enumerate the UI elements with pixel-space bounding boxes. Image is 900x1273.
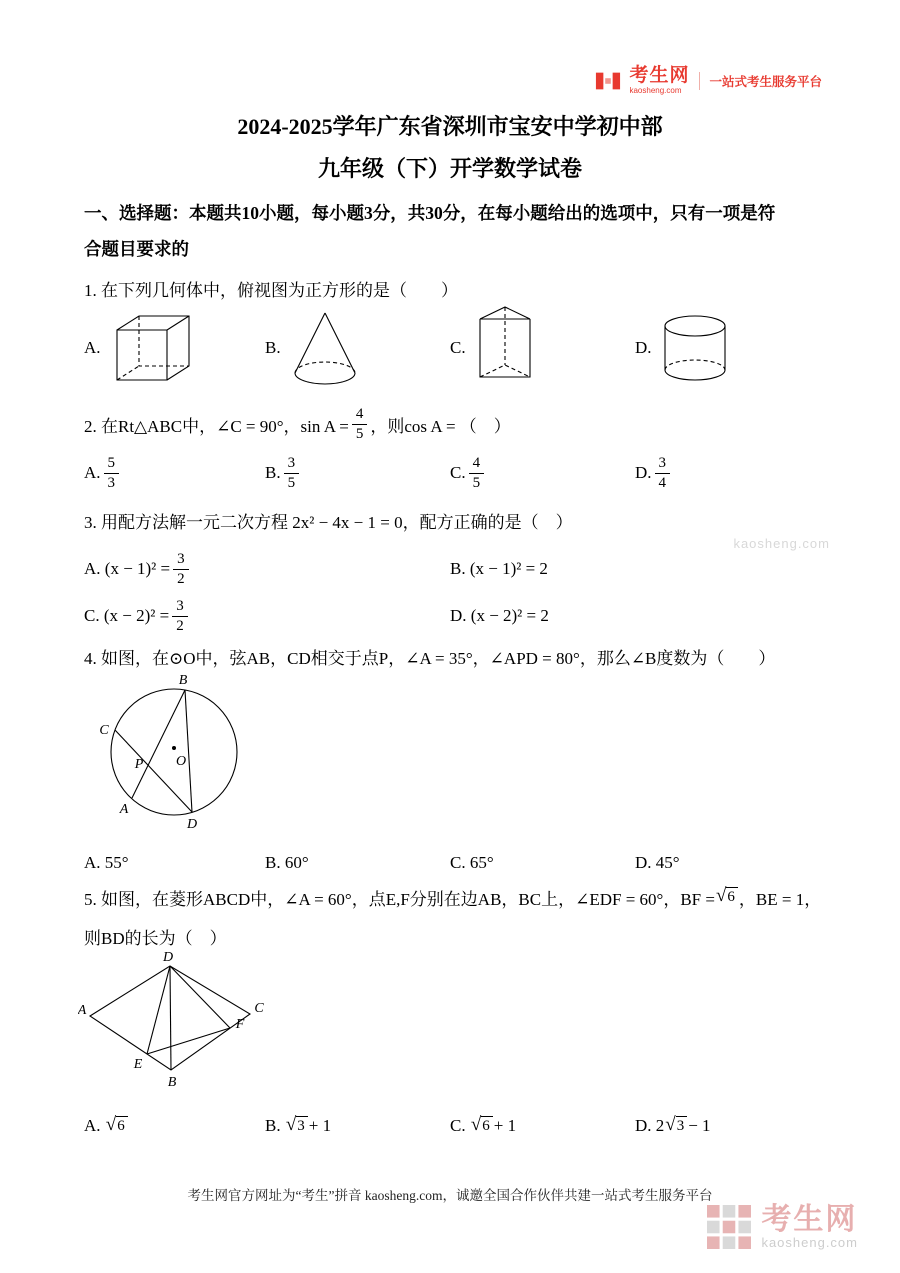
q2-option-a: A. $\frac{5}{3}$	[84, 450, 122, 496]
q2-option-b: B. $\frac{3}{5}$	[265, 450, 302, 496]
watermark-logo-icon	[707, 1205, 751, 1249]
watermark-brand: 考生网	[761, 1203, 858, 1236]
question-4-stem: 4. 如图，在⊙O中，弦AB，CD相交于点P，∠A = 35°，∠APD = 80°，那么∠B度数为（ ）	[84, 649, 776, 668]
svg-text:B: B	[178, 673, 188, 688]
q1-option-c-label: C.	[450, 338, 466, 357]
q5-stem-sqrt: √ 6	[716, 886, 738, 908]
svg-text:F: F	[235, 1017, 245, 1032]
q4-option-a: A. 55°	[84, 853, 129, 872]
q5-stem-post: ，BE = 1，	[738, 889, 822, 909]
q1-option-d	[635, 300, 730, 396]
question-2-options	[84, 450, 824, 496]
q3-option-b: B. (x − 1)² = 2	[450, 559, 548, 578]
svg-text:C: C	[254, 1001, 264, 1016]
q4-option-c: C. 65°	[450, 853, 494, 872]
bottom-right-watermark	[707, 1203, 858, 1250]
q5-option-b: B. √ 3 + 1	[265, 1114, 332, 1136]
exam-title-line1: 2024-2025学年广东省深圳市宝安中学初中部	[237, 114, 663, 139]
q2-stem-pre: 2. 在Rt△ABC中，∠C = 90°，sin A =	[84, 416, 349, 436]
q1-option-a	[84, 300, 199, 396]
watermark-text	[761, 1203, 858, 1250]
svg-text:B: B	[167, 1075, 177, 1090]
kaosheng-logo-icon[interactable]	[595, 68, 621, 94]
svg-text:D: D	[162, 952, 174, 965]
q4-option-d: D. 45°	[635, 853, 680, 872]
svg-text:P: P	[134, 757, 144, 772]
svg-text:C: C	[99, 723, 109, 738]
q2-option-d: D. $\frac{3}{4}$	[635, 450, 673, 496]
rhombus-figure	[78, 952, 313, 1092]
q4-option-b: B. 60°	[265, 853, 309, 872]
mid-watermark: kaosheng.com	[733, 536, 830, 551]
cylinder-figure	[660, 313, 730, 383]
triangular-prism-figure	[474, 303, 536, 393]
brand-tagline: 一站式考生服务平台	[699, 72, 822, 90]
svg-text:O: O	[175, 754, 187, 769]
q2-stem-fraction: $\frac{4}{5}$	[352, 407, 368, 442]
q1-option-c	[450, 300, 536, 396]
svg-text:A: A	[119, 802, 129, 817]
q1-option-a-label: A.	[84, 338, 101, 357]
question-5-stem-line2: 则BD的长为（ ）	[84, 929, 227, 948]
q3-option-c: C. (x − 2)² = $\frac{3}{2}$	[84, 593, 191, 639]
q1-option-b-label: B.	[265, 338, 281, 357]
question-4-options	[84, 840, 824, 886]
svg-text:E: E	[133, 1057, 143, 1072]
question-3-options-row2	[84, 593, 824, 639]
q1-option-b	[265, 300, 361, 396]
brand-url[interactable]: kaosheng.com	[629, 86, 682, 95]
q2-option-c: C. $\frac{4}{5}$	[450, 450, 487, 496]
q2-stem-post: ，则cos A = （ ）	[370, 416, 511, 436]
q3-option-d: D. (x − 2)² = 2	[450, 606, 549, 625]
cube-figure	[109, 308, 199, 388]
q5-option-a: A. √ 6	[84, 1103, 129, 1149]
question-2-stem	[84, 402, 511, 446]
q5-option-c: C. √ 6 + 1	[450, 1114, 517, 1136]
watermark-url: kaosheng.com	[761, 1235, 858, 1250]
cone-figure	[289, 307, 361, 389]
question-5-options	[84, 1103, 824, 1149]
footer-note: 考生网官方网址为“考生”拼音 kaosheng.com，诚邀全国合作伙伴共建一站式考生服务平台	[187, 1188, 713, 1203]
site-header	[595, 66, 822, 95]
q1-option-d-label: D.	[635, 338, 652, 357]
question-1-figures	[84, 300, 824, 396]
section-heading-line2: 合题目要求的	[84, 239, 189, 259]
q3-option-a: A. (x − 1)² = $\frac{3}{2}$	[84, 546, 192, 592]
exam-title-line2: 九年级（下）开学数学试卷	[317, 156, 582, 181]
section-heading-line1: 一、选择题：本题共10小题，每小题3分，共30分，在每小题给出的选项中，只有一项是符	[84, 203, 776, 223]
question-1-stem: 1. 在下列几何体中，俯视图为正方形的是（ ）	[84, 281, 458, 300]
q5-stem-pre: 5. 如图，在菱形ABCD中，∠A = 60°，点E,F分别在边AB，BC上，∠EDF = 60°，BF =	[84, 889, 715, 909]
q5-option-d: D. 2 √ 3 − 1	[635, 1114, 711, 1136]
svg-text:A: A	[78, 1003, 87, 1018]
brand-text[interactable]	[629, 66, 689, 95]
question-3-options-row1	[84, 546, 824, 592]
brand-name[interactable]: 考生网	[629, 65, 690, 86]
question-5-stem-line1	[84, 882, 821, 912]
svg-text:D: D	[186, 817, 198, 832]
question-3-stem: 3. 用配方法解一元二次方程 2x² − 4x − 1 = 0，配方正确的是（ ）	[84, 513, 573, 532]
circle-chords-figure	[86, 672, 266, 834]
